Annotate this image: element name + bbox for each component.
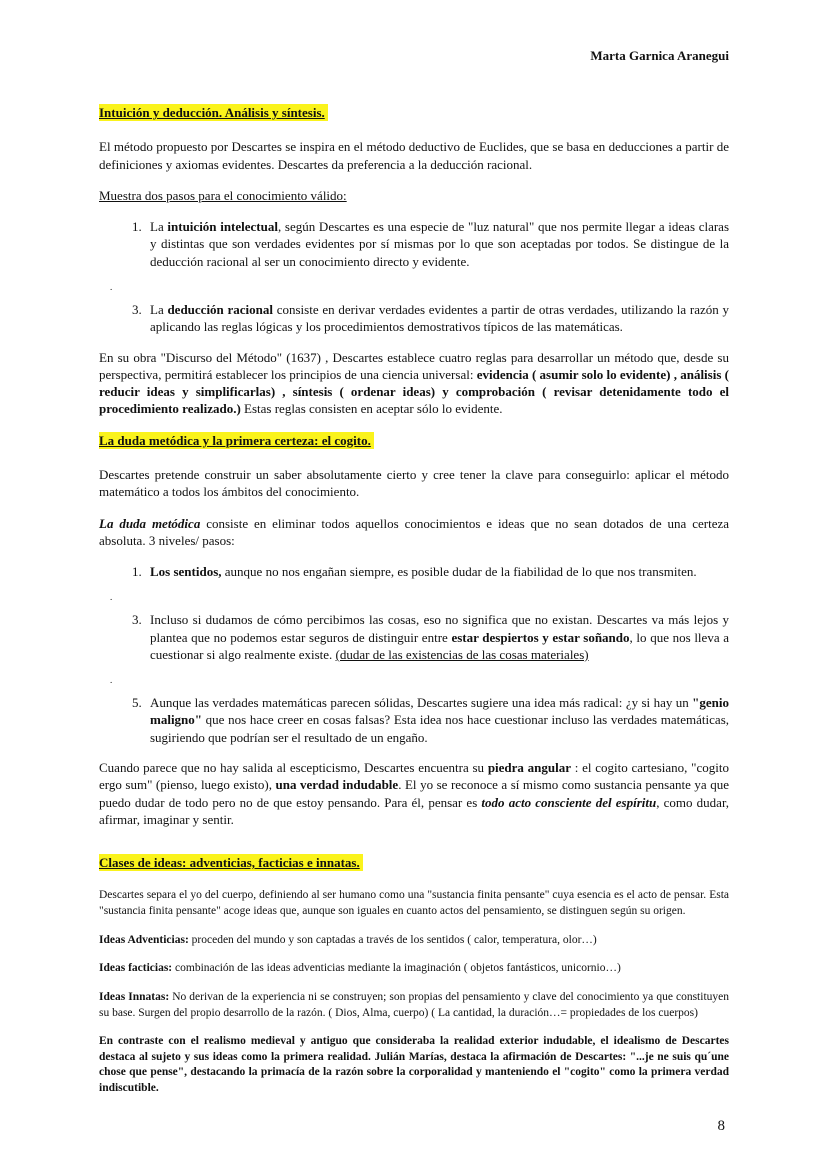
paragraph-ideas-adventicias: Ideas Adventicias: proceden del mundo y son captadas a través de los sentidos ( calor, temperatura, olor…) (99, 933, 597, 946)
section-heading-duda-metodica: La duda metódica y la primera certeza: el cogito. (99, 432, 374, 449)
section-heading-intuicion-deduccion: Intuición y deducción. Análisis y síntesis. (99, 104, 328, 121)
page-number: 8 (717, 1118, 725, 1134)
list-marker: 3. (132, 612, 142, 628)
list-item-text: Incluso si dudamos de cómo percibimos las cosas, eso no significa que no existan. Descartes va más lejos y plantea que no podemos estar seguros de distinguir entre estar despiertos y estar soñando, lo que nos lleva a cuestionar si algo realmente existe. (dudar de las existencias de las cosas materiales) (150, 612, 730, 662)
section-1-heading-block (99, 104, 729, 121)
paragraph-sustancia-pensante: Descartes separa el yo del cuerpo, definiendo al ser humano como una "sustancia finita pensante" cuya esencia es el acto de pensar. Esta "sustancia finita pensante" acoge ideas que, aunque son iguales en cuanto actos del pensamiento, se distinguen según su origen. (99, 889, 729, 918)
stray-dot: . (110, 281, 113, 292)
list-item-genio-maligno (99, 694, 729, 746)
list-item-deduccion-racional (99, 301, 729, 336)
list-item-los-sentidos (99, 563, 729, 580)
paragraph-duda-metodica-def: La duda metódica consiste en eliminar todos aquellos conocimientos e ideas que no sean dotados de una certeza absoluta. 3 niveles/ pasos: (99, 515, 730, 548)
list-marker: 5. (132, 695, 142, 711)
list-item-text: Los sentidos, aunque no nos engañan siempre, es posible dudar de la fiabilidad de lo que nos transmiten. (150, 564, 697, 580)
list-marker: 3. (132, 301, 142, 317)
paragraph-contraste-realismo: En contraste con el realismo medieval y antiguo que consideraba la realidad exterior indudable, el idealismo de Descartes destaca al sujeto y sus ideas como la primera realidad. Julián Marías, destaca la afirmación de Descartes: "...je ne suis qu´une chose que pense", destacando la primacía de la razón sobre la corporalidad y manteniendo el "cogito" como la primera verdad indiscutible. (99, 1035, 729, 1095)
paragraph-cogito: Cuando parece que no hay salida al escepticismo, Descartes encuentra su piedra angular : el cogito cartesiano, "cogito ergo sum" (pienso, luego existo), una verdad indudable. El yo se reconoce a sí mismo como sustancia pensante ya que puedo dudar de todo pero no de que estoy pensando. Para él, pensar es todo acto consciente del espíritu, como dudar, afirmar, imaginar y sentir. (99, 760, 729, 827)
list-marker: 1. (132, 219, 142, 235)
list-item-text: La deducción racional consiste en derivar verdades evidentes a partir de otras verdades, utilizando la razón y aplicando las reglas lógicas y los procedimientos demostrativos típicos de las matemáticas. (150, 301, 729, 335)
section-3-heading-block (99, 854, 729, 871)
list-item-text: La intuición intelectual, según Descartes es una especie de "luz natural" que nos permite llegar a ideas claras y distintas que son verdades evidentes por sí mismas por lo que son aceptadas por todos. Se distingue de la deducción racional al ser un conocimiento directo y evidente. (150, 219, 730, 269)
list-marker: 1. (132, 564, 142, 580)
list-item-intuicion-intelectual (99, 218, 729, 270)
author-name: Marta Garnica Aranegui (590, 48, 729, 63)
section-heading-clases-ideas: Clases de ideas: adventicias, facticias e innatas. (99, 854, 363, 871)
paragraph-metodo-euclides: El método propuesto por Descartes se inspira en el método deductivo de Euclides, que se basa en deducciones a partir de definiciones y axiomas evidentes. Descartes da preferencia a la deducción racional. (99, 139, 729, 172)
subheading-dos-pasos: Muestra dos pasos para el conocimiento válido: (99, 187, 347, 203)
list-item-text: Aunque las verdades matemáticas parecen sólidas, Descartes sugiere una idea más radical: ¿y si hay un "genio maligno" que nos hace creer en cosas falsas? Esta idea nos hace cuestionar incluso las verdades matemáticas, sugiriendo que podrían ser el resultado de un engaño. (150, 695, 729, 745)
paragraph-cuatro-reglas: En su obra "Discurso del Método" (1637) , Descartes establece cuatro reglas para desarrollar un método que, desde su perspectiva, permitirá establecer los principios de una ciencia universal: evidencia ( asumir solo lo evidente) , análisis ( reducir ideas y simplificarlas) , síntesis ( ordenar ideas) y comprobación ( revisar detenidamente todo el procedimiento realizado.) Estas reglas consisten en aceptar sólo lo evidente. (99, 349, 729, 417)
paragraph-ideas-facticias: Ideas facticias: combinación de las ideas adventicias mediante la imaginación ( objetos fantásticos, unicornio…) (99, 962, 621, 975)
stray-dot: . (110, 592, 113, 603)
paragraph-saber-cierto: Descartes pretende construir un saber absolutamente cierto y cree tener la clave para conseguirlo: aplicar el método matemático a todos los ámbitos del conocimiento. (99, 466, 729, 500)
stray-dot: . (110, 675, 113, 686)
list-item-despiertos-sonando (99, 611, 729, 663)
section-2-heading-block (99, 432, 729, 449)
paragraph-ideas-innatas: Ideas Innatas: No derivan de la experiencia ni se construyen; son propias del pensamiento y clave del conocimiento ya que constituyen su base. Surgen del propio desarrollo de la razón. ( Dios, Alma, cuerpo) ( La cantidad, la duración…= propiedades de los cuerpos) (99, 990, 729, 1019)
